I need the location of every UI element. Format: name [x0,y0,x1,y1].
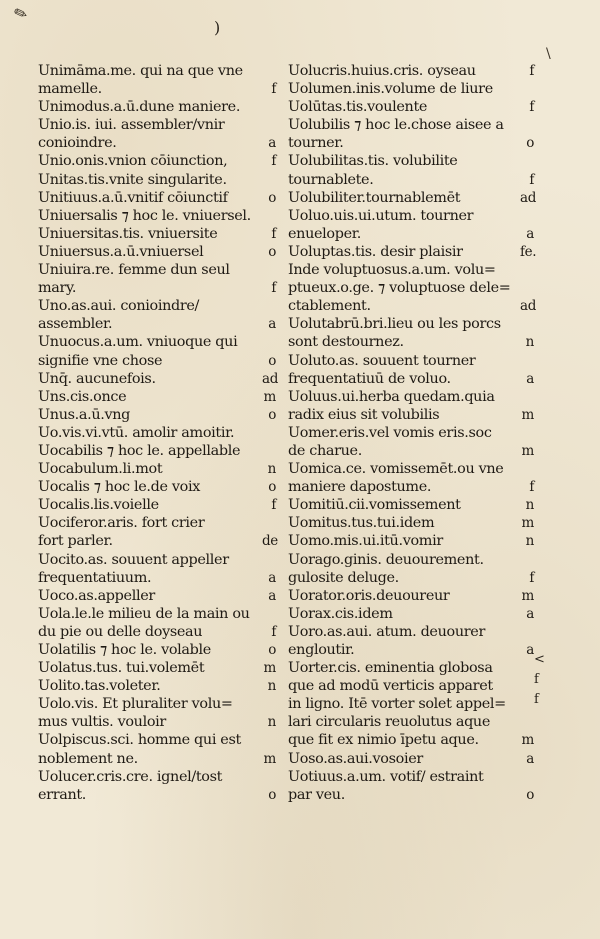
entry-text: Uolutabrū.bri.lieu ou les porcs [288,316,501,333]
dictionary-line [38,532,276,550]
dictionary-line [288,587,534,605]
entry-text: Uorter.cis. eminentia globosa [288,660,493,677]
dictionary-line [38,388,276,406]
dictionary-line [288,532,534,550]
dictionary-line [288,551,534,569]
grammar-marker: a [526,370,534,387]
dictionary-line [288,786,534,804]
dictionary-line [288,62,534,80]
entry-text: que fit ex nimio īpetu aque. [288,732,479,749]
grammar-marker: f [271,153,276,170]
entry-text: Unimodus.a.ū.dune maniere. [38,99,241,116]
entry-text: Uomitiū.cii.vomissement [288,497,461,514]
entry-text: Uocalis.lis.voielle [38,497,159,514]
entry-text: Unitiuus.a.ū.vnitif cōiunctif [38,189,228,206]
dictionary-line [38,587,276,605]
grammar-marker: f [271,225,276,242]
dictionary-line [38,189,276,207]
entry-text: Uoluto.as. souuent tourner [288,352,476,369]
entry-text: Uocabulum.li.mot [38,461,163,478]
grammar-marker: n [525,533,534,550]
entry-text: Uorago.ginis. deuourement. [288,551,484,568]
entry-text: par veu. [288,786,345,803]
entry-text: noblement ne. [38,750,138,767]
entry-text: Uns.cis.once [38,388,127,405]
dictionary-line [38,514,276,532]
entry-text: lari circularis reuolutus aque [288,714,491,731]
entry-text: fort parler. [38,533,113,550]
entry-text: signifie vne chose [38,352,163,369]
grammar-marker: n [525,497,534,514]
dictionary-line [288,442,534,460]
entry-text: Unimāma.me. qui na que vne [38,63,243,79]
grammar-marker: n [267,714,276,731]
corner-ink-mark-right: \ [546,46,551,62]
dictionary-line [38,731,276,749]
grammar-marker: m [263,750,276,767]
grammar-marker: o [268,642,276,658]
entry-text: Uolatilis ⁊ hoc le. volable [38,642,211,658]
dictionary-line [38,424,276,442]
dictionary-line [38,659,276,677]
entry-text: Uniuersitas.tis. vniuersite [38,225,218,242]
entry-text: in ligno. Itē vorter solet appel= [288,696,506,713]
dictionary-line [38,478,276,496]
dictionary-line [288,424,534,442]
dictionary-line [38,279,276,297]
dictionary-line [38,460,276,478]
grammar-marker: m [263,660,276,677]
dictionary-line [38,768,276,786]
grammar-marker: n [267,678,276,695]
page-header-mark: ) [214,18,221,37]
dictionary-line [288,243,537,261]
entry-text: Unio.is. iui. assembler/vnir [38,117,225,134]
outer-margin-marks [534,650,545,710]
dictionary-line [38,134,276,152]
dictionary-line [38,713,276,731]
grammar-marker: f [529,63,534,79]
entry-text: que ad modū verticis apparet [288,678,493,695]
grammar-marker: m [521,587,534,604]
dictionary-line [288,225,534,243]
grammar-marker: a [526,225,534,242]
dictionary-line [38,641,276,659]
dictionary-line [288,134,534,152]
entry-text: Unus.a.ū.vng [38,406,131,423]
entry-text: Uniuersus.a.ū.vniuersel [38,243,204,260]
dictionary-line [288,333,534,351]
grammar-marker: f [271,623,276,640]
entry-text: Uoco.as.appeller [38,587,155,604]
grammar-marker: m [521,732,534,749]
grammar-marker: m [521,406,534,423]
margin-mark: < [534,652,545,667]
entry-text: Uomica.ce. vomissemēt.ou vne [288,461,504,478]
dictionary-line [288,569,534,587]
dictionary-line [38,605,276,623]
grammar-marker: a [526,750,534,767]
dictionary-line [288,315,534,333]
entry-text: enueloper. [288,225,361,242]
grammar-marker: a [268,587,276,604]
dictionary-line [38,315,276,333]
dictionary-line [288,478,534,496]
entry-text: Uola.le.le milieu de la main ou [38,605,250,622]
grammar-marker: o [268,243,276,260]
dictionary-line [288,659,534,677]
grammar-marker: n [267,461,276,478]
grammar-marker: a [526,605,534,622]
dictionary-line [38,207,276,225]
entry-text: Uoro.as.aui. atum. deuourer [288,623,485,640]
entry-text: Uno.as.aui. conioindre/ [38,298,200,315]
dictionary-line [38,750,276,768]
dictionary-line [38,152,276,170]
entry-text: mus vultis. vouloir [38,714,166,731]
dictionary-line [288,80,534,98]
entry-text: de charue. [288,442,362,459]
grammar-marker: o [268,189,276,206]
entry-text: du pie ou delle doyseau [38,623,203,640]
dictionary-line [38,786,276,804]
entry-text: ctablement. [288,298,371,315]
entry-text: Inde voluptuosus.a.um. volu= [288,262,496,279]
entry-text: Uolito.tas.voleter. [38,678,161,695]
entry-text: Uolucris.huius.cris. oyseau [288,63,476,79]
grammar-marker: o [526,786,534,803]
dictionary-line [38,62,276,80]
grammar-marker: o [268,479,276,496]
entry-text: errant. [38,786,87,803]
dictionary-line [288,261,534,279]
entry-text: Uomo.mis.ui.itū.vomir [288,533,443,550]
entry-text: Uoluo.uis.ui.utum. tourner [288,207,474,224]
dictionary-line [38,225,276,243]
dictionary-line [288,768,534,786]
entry-text: Unq̄. aucunefois. [38,370,156,387]
margin-mark: f [534,692,539,707]
entry-text: Unitas.tis.vnite singularite. [38,171,227,188]
dictionary-line [38,297,276,315]
grammar-marker: fe. [520,243,537,260]
entry-text: Uocalis ⁊ hoc le.de voix [38,479,200,496]
grammar-marker: m [521,442,534,459]
dictionary-line [288,514,534,532]
dictionary-line [38,623,276,641]
dictionary-line [38,551,276,569]
dictionary-line [288,623,534,641]
grammar-marker: a [526,642,534,658]
grammar-marker: ad [520,189,536,206]
entry-text: conioindre. [38,135,117,152]
grammar-marker: o [268,406,276,423]
entry-text: Uociferor.aris. fort crier [38,515,205,532]
corner-ink-mark: ✎ [11,2,31,25]
entry-text: Uolūtas.tis.voulente [288,99,428,116]
left-column [38,62,276,804]
entry-text: mary. [38,280,77,297]
dictionary-line [288,171,534,189]
dictionary-line [38,695,276,713]
entry-text: Uoluus.ui.herba quedam.quia [288,388,495,405]
dictionary-line [288,116,534,134]
dictionary-line [38,98,276,116]
right-column [288,62,537,804]
dictionary-line [288,370,534,388]
entry-text: Uomitus.tus.tui.idem [288,515,435,532]
grammar-marker: f [529,479,534,496]
dictionary-line [288,297,534,315]
dictionary-line [38,496,276,514]
grammar-marker: o [526,135,534,152]
entry-text: tourner. [288,135,344,152]
grammar-marker: f [529,569,534,586]
dictionary-line [38,442,276,460]
dictionary-line [288,388,534,406]
grammar-marker: f [271,81,276,98]
dictionary-line [288,641,534,659]
entry-text: Uocabilis ⁊ hoc le. appellable [38,442,241,459]
dictionary-line [38,352,276,370]
grammar-marker: f [271,497,276,514]
grammar-marker: f [529,171,534,188]
dictionary-line [38,677,276,695]
grammar-marker: de [262,533,278,550]
dictionary-line [288,496,534,514]
entry-text: Uniuersalis ⁊ hoc le. vniuersel. [38,207,251,224]
entry-text: Uolubilis ⁊ hoc le.chose aisee a [288,117,504,134]
grammar-marker: m [521,515,534,532]
entry-text: Uoso.as.aui.vosoier [288,750,423,767]
dictionary-line [288,695,534,713]
dictionary-line [38,569,276,587]
grammar-marker: o [268,786,276,803]
grammar-marker: o [268,352,276,369]
entry-text: mamelle. [38,81,102,98]
entry-text: Uoluptas.tis. desir plaisir [288,243,463,260]
margin-mark: f [534,672,539,687]
dictionary-line [38,80,276,98]
entry-text: maniere dapostume. [288,479,432,496]
grammar-marker: a [268,569,276,586]
grammar-marker: ad [262,370,278,387]
grammar-marker: m [263,388,276,405]
entry-text: ptueux.o.ge. ⁊ voluptuose dele= [288,280,511,297]
dictionary-line [288,605,534,623]
entry-text: Uocito.as. souuent appeller [38,551,229,568]
entry-text: Uotiuus.a.um. votif/ estraint [288,768,484,785]
dictionary-line [288,189,534,207]
entry-text: Uolubilitas.tis. volubilite [288,153,458,170]
entry-text: sont destournez. [288,334,404,351]
entry-text: Uorax.cis.idem [288,605,393,622]
entry-text: Uomer.eris.vel vomis eris.soc [288,424,492,441]
grammar-marker: f [271,280,276,297]
grammar-marker: n [525,334,534,351]
entry-text: Uo.vis.vi.vtū. amolir amoitir. [38,424,235,441]
dictionary-line [288,279,534,297]
dictionary-line [288,406,534,424]
entry-text: frequentatiuū de voluo. [288,370,451,387]
entry-text: Uolpiscus.sci. homme qui est [38,732,241,749]
entry-text: engloutir. [288,642,355,658]
dictionary-line [288,460,534,478]
grammar-marker: ad [520,298,536,315]
dictionary-line [38,370,276,388]
dictionary-line [38,171,276,189]
entry-text: tournablete. [288,171,374,188]
dictionary-line [288,713,534,731]
dictionary-line [38,261,276,279]
entry-text: Uolatus.tus. tui.volemēt [38,660,205,677]
entry-text: Uolubiliter.tournablemēt [288,189,461,206]
dictionary-line [38,406,276,424]
dictionary-line [288,750,534,768]
dictionary-line [288,207,534,225]
entry-text: radix eius sit volubilis [288,406,440,423]
entry-text: Unio.onis.vnion cōiunction, [38,153,228,170]
entry-text: Uniuira.re. femme dun seul [38,262,230,279]
entry-text: gulosite deluge. [288,569,399,586]
dictionary-line [38,243,276,261]
grammar-marker: f [529,99,534,116]
entry-text: Unuocus.a.um. vniuoque qui [38,334,238,351]
entry-text: Uolucer.cris.cre. ignel/tost [38,768,223,785]
dictionary-line [38,116,276,134]
entry-text: assembler. [38,316,113,333]
dictionary-line [288,677,534,695]
dictionary-line [288,731,534,749]
dictionary-line [288,352,534,370]
entry-text: Uorator.oris.deuoureur [288,587,450,604]
dictionary-line [38,333,276,351]
entry-text: frequentatiuum. [38,569,152,586]
grammar-marker: a [268,316,276,333]
entry-text: Uolo.vis. Et pluraliter volu= [38,696,233,713]
entry-text: Uolumen.inis.volume de liure [288,81,493,98]
grammar-marker: a [268,135,276,152]
dictionary-line [288,152,534,170]
dictionary-line [288,98,534,116]
